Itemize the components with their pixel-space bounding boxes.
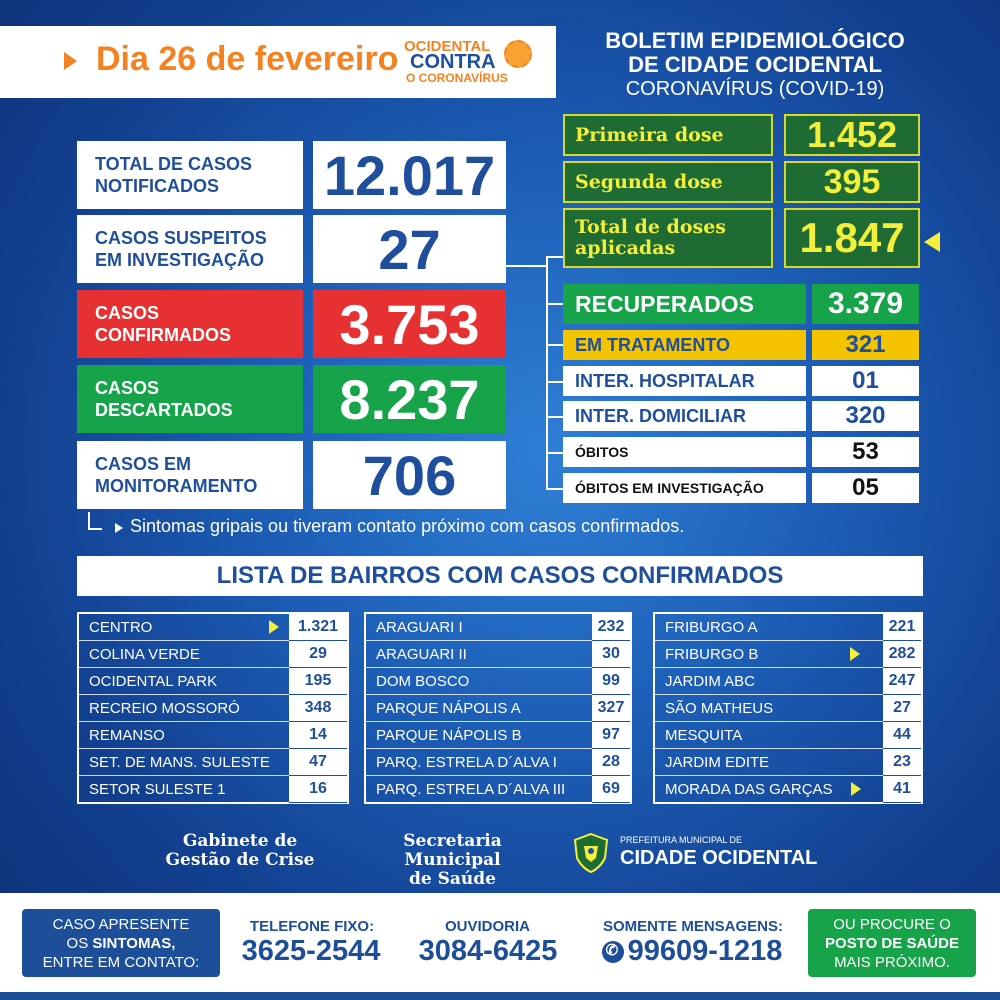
neighborhood-name: SETOR SULESTE 1 bbox=[79, 776, 289, 803]
neighborhood-name: DOM BOSCO bbox=[366, 668, 592, 695]
table-row bbox=[366, 641, 630, 668]
treatment-label: EM TRATAMENTO bbox=[563, 330, 806, 360]
table-row bbox=[79, 641, 347, 668]
connector-line bbox=[546, 488, 564, 490]
neighborhood-name: PARQ. ESTRELA D´ALVA I bbox=[366, 749, 592, 776]
logo-text-1: OCIDENTAL bbox=[404, 38, 491, 55]
connector-line bbox=[546, 256, 564, 258]
neighborhood-count: 282 bbox=[883, 641, 921, 668]
neighborhood-count: 1.321 bbox=[289, 614, 347, 641]
contact-left-line-2a: OS bbox=[66, 934, 93, 952]
prefeitura-small: PREFEITURA MUNICIPAL DE bbox=[620, 835, 743, 845]
health-post-box bbox=[808, 909, 976, 977]
recovered-value: 3.379 bbox=[812, 284, 919, 324]
neighborhood-table-2 bbox=[364, 612, 632, 804]
contact-left-line-3: ENTRE EM CONTATO: bbox=[42, 953, 200, 971]
neighborhood-table-3 bbox=[653, 612, 923, 804]
table-row bbox=[79, 776, 347, 803]
neighborhood-count: 327 bbox=[592, 695, 630, 722]
neighborhood-table-1 bbox=[77, 612, 349, 804]
gabinete-line-1: Gabinete de bbox=[182, 831, 298, 851]
ouvidoria-label: OUVIDORIA bbox=[444, 918, 530, 935]
arrow-head-icon bbox=[115, 523, 123, 533]
neighborhood-name: ARAGUARI II bbox=[366, 641, 592, 668]
neighborhood-name: ARAGUARI I bbox=[366, 614, 592, 641]
contact-right-line-2: POSTO DE SAÚDE bbox=[825, 934, 959, 952]
deaths-value: 53 bbox=[812, 437, 919, 467]
table-row bbox=[366, 614, 630, 641]
neighborhood-count: 28 bbox=[592, 749, 630, 776]
confirmed-value: 3.753 bbox=[313, 290, 506, 358]
bottom-strip bbox=[0, 992, 1000, 1000]
neighborhood-name: CENTRO bbox=[79, 614, 289, 641]
neighborhood-count: 69 bbox=[592, 776, 630, 803]
discarded-label bbox=[77, 365, 303, 433]
bulletin-title-2: DE CIDADE OCIDENTAL bbox=[628, 52, 882, 77]
neighborhood-name: OCIDENTAL PARK bbox=[79, 668, 289, 695]
hospital-label: INTER. HOSPITALAR bbox=[563, 366, 806, 396]
neighborhood-count: 16 bbox=[289, 776, 347, 803]
phone-number[interactable]: 3625-2544 bbox=[241, 935, 381, 967]
connector-line bbox=[546, 381, 564, 383]
deaths-label: ÓBITOS bbox=[563, 437, 806, 467]
table-row bbox=[366, 668, 630, 695]
discarded-label-2: DESCARTADOS bbox=[95, 400, 233, 420]
connector-line bbox=[506, 265, 546, 267]
second-dose-value: 395 bbox=[784, 161, 920, 203]
sun-icon bbox=[504, 40, 532, 68]
neighborhood-count: 195 bbox=[289, 668, 347, 695]
neighborhood-count: 29 bbox=[289, 641, 347, 668]
neighborhood-name: JARDIM ABC bbox=[655, 668, 883, 695]
table-row bbox=[79, 722, 347, 749]
table-row bbox=[655, 749, 921, 776]
neighborhood-count: 97 bbox=[592, 722, 630, 749]
total-doses-label-1: Total de doses bbox=[575, 216, 726, 238]
connector-line bbox=[546, 416, 564, 418]
ouvidoria-number[interactable]: 3084-6425 bbox=[418, 935, 558, 967]
suspected-value: 27 bbox=[313, 215, 506, 283]
bulletin-title-1: BOLETIM EPIDEMIOLÓGICO bbox=[605, 28, 905, 53]
neighborhood-name: MESQUITA bbox=[655, 722, 883, 749]
neighborhood-count: 348 bbox=[289, 695, 347, 722]
table-row bbox=[655, 776, 921, 803]
neighborhood-name: PARQUE NÁPOLIS A bbox=[366, 695, 592, 722]
neighborhood-name: COLINA VERDE bbox=[79, 641, 289, 668]
neighborhood-count: 47 bbox=[289, 749, 347, 776]
secretaria-line-1: Secretaria Municipal bbox=[403, 831, 502, 870]
first-dose-label: Primeira dose bbox=[563, 114, 773, 156]
table-row bbox=[655, 614, 921, 641]
table-row bbox=[366, 776, 630, 803]
campaign-logo bbox=[404, 36, 534, 90]
deaths-investigation-label: ÓBITOS EM INVESTIGAÇÃO bbox=[563, 473, 806, 503]
contact-left-line-1: CASO APRESENTE bbox=[52, 915, 190, 933]
hospital-value: 01 bbox=[812, 366, 919, 396]
contact-right-line-1: OU PROCURE O bbox=[833, 915, 951, 933]
neighborhood-count: 221 bbox=[883, 614, 921, 641]
city-crest-icon bbox=[570, 832, 612, 874]
secretaria-label bbox=[355, 832, 550, 889]
neighborhood-count: 14 bbox=[289, 722, 347, 749]
discarded-label-1: CASOS bbox=[95, 378, 160, 398]
neighborhood-name: SET. DE MANS. SULESTE bbox=[79, 749, 289, 776]
confirmed-label-2: CONFIRMADOS bbox=[95, 325, 231, 345]
pointer-left-icon bbox=[924, 232, 940, 252]
suspected-label-2: EM INVESTIGAÇÃO bbox=[95, 250, 265, 270]
neighborhood-name: FRIBURGO B bbox=[655, 641, 883, 668]
neighborhood-name: PARQ. ESTRELA D´ALVA III bbox=[366, 776, 592, 803]
table-row bbox=[79, 695, 347, 722]
table-row bbox=[79, 668, 347, 695]
logo-text-2: CONTRA bbox=[410, 51, 496, 73]
neighborhood-count: 247 bbox=[883, 668, 921, 695]
total-doses-value: 1.847 bbox=[784, 208, 920, 268]
connector-line bbox=[546, 452, 564, 454]
neighborhood-name: JARDIM EDITE bbox=[655, 749, 883, 776]
neighborhood-name: SÃO MATHEUS bbox=[655, 695, 883, 722]
monitoring-label-2: MONITORAMENTO bbox=[95, 476, 258, 496]
table-row bbox=[655, 668, 921, 695]
monitoring-note: Sintomas gripais ou tiveram contato próximo com casos confirmados. bbox=[130, 516, 685, 536]
monitoring-label-1: CASOS EM bbox=[95, 454, 192, 474]
neighborhood-name: PARQUE NÁPOLIS B bbox=[366, 722, 592, 749]
treatment-value: 321 bbox=[812, 330, 919, 360]
notified-value: 12.017 bbox=[313, 141, 506, 209]
logo-text-3: O CORONAVÍRUS bbox=[406, 71, 508, 85]
total-doses-label bbox=[563, 208, 773, 268]
home-label: INTER. DOMICILIAR bbox=[563, 401, 806, 431]
messages-number-row[interactable] bbox=[583, 935, 801, 968]
total-doses-label-2: aplicadas bbox=[575, 237, 676, 259]
neighborhood-name: RECREIO MOSSORÓ bbox=[79, 695, 289, 722]
connector-line bbox=[546, 256, 548, 490]
neighborhood-list-title: LISTA DE BAIRROS COM CASOS CONFIRMADOS bbox=[77, 556, 923, 596]
monitoring-value: 706 bbox=[313, 441, 506, 509]
messages-number: 99609-1218 bbox=[627, 935, 783, 967]
neighborhood-name: MORADA DAS GARÇAS bbox=[655, 776, 883, 803]
gabinete-label bbox=[160, 832, 320, 870]
neighborhood-count: 41 bbox=[883, 776, 921, 803]
table-row bbox=[366, 722, 630, 749]
table-row bbox=[366, 749, 630, 776]
whatsapp-icon bbox=[602, 941, 624, 963]
pointer-right-icon bbox=[269, 620, 279, 634]
home-value: 320 bbox=[812, 401, 919, 431]
neighborhood-count: 27 bbox=[883, 695, 921, 722]
neighborhood-count: 99 bbox=[592, 668, 630, 695]
bulletin-subtitle: CORONAVÍRUS (COVID-19) bbox=[625, 78, 885, 100]
neighborhood-count: 23 bbox=[883, 749, 921, 776]
play-arrow-icon bbox=[64, 52, 77, 70]
suspected-label-1: CASOS SUSPEITOS bbox=[95, 228, 267, 248]
table-row bbox=[655, 695, 921, 722]
table-row bbox=[79, 749, 347, 776]
table-row bbox=[655, 641, 921, 668]
confirmed-label bbox=[77, 290, 303, 358]
deaths-investigation-value: 05 bbox=[812, 473, 919, 503]
connector-line bbox=[546, 344, 564, 346]
notified-label-1: TOTAL DE CASOS bbox=[95, 154, 253, 174]
contact-right-line-3: MAIS PRÓXIMO. bbox=[834, 953, 950, 971]
table-row bbox=[655, 722, 921, 749]
first-dose-value: 1.452 bbox=[784, 114, 920, 156]
discarded-value: 8.237 bbox=[313, 365, 506, 433]
table-row bbox=[79, 614, 347, 641]
prefeitura-name: CIDADE OCIDENTAL bbox=[620, 847, 818, 869]
notified-label bbox=[77, 141, 303, 209]
neighborhood-count: 30 bbox=[592, 641, 630, 668]
notified-label-2: NOTIFICADOS bbox=[95, 176, 219, 196]
recovered-label: RECUPERADOS bbox=[563, 284, 806, 324]
table-row bbox=[366, 695, 630, 722]
phone-label: TELEFONE FIXO: bbox=[249, 918, 375, 935]
pointer-right-icon bbox=[851, 782, 861, 796]
gabinete-line-2: Gestão de Crise bbox=[165, 850, 315, 870]
confirmed-label-1: CASOS bbox=[95, 303, 160, 323]
neighborhood-count: 232 bbox=[592, 614, 630, 641]
bulletin-date: Dia 26 de fevereiro bbox=[96, 40, 399, 78]
neighborhood-name: REMANSO bbox=[79, 722, 289, 749]
secretaria-line-2: de Saúde bbox=[409, 869, 496, 889]
neighborhood-name: FRIBURGO A bbox=[655, 614, 883, 641]
suspected-label bbox=[77, 215, 303, 283]
second-dose-label: Segunda dose bbox=[563, 161, 773, 203]
pointer-right-icon bbox=[850, 647, 860, 661]
symptoms-contact-box bbox=[22, 909, 220, 977]
connector-line bbox=[546, 303, 564, 305]
note-arrow-icon bbox=[88, 512, 102, 530]
neighborhood-count: 44 bbox=[883, 722, 921, 749]
contact-left-line-2 bbox=[22, 934, 220, 953]
contact-left-line-2b: SINTOMAS, bbox=[92, 934, 176, 952]
messages-label: SOMENTE MENSAGENS: bbox=[602, 918, 783, 935]
monitoring-label bbox=[77, 441, 303, 509]
